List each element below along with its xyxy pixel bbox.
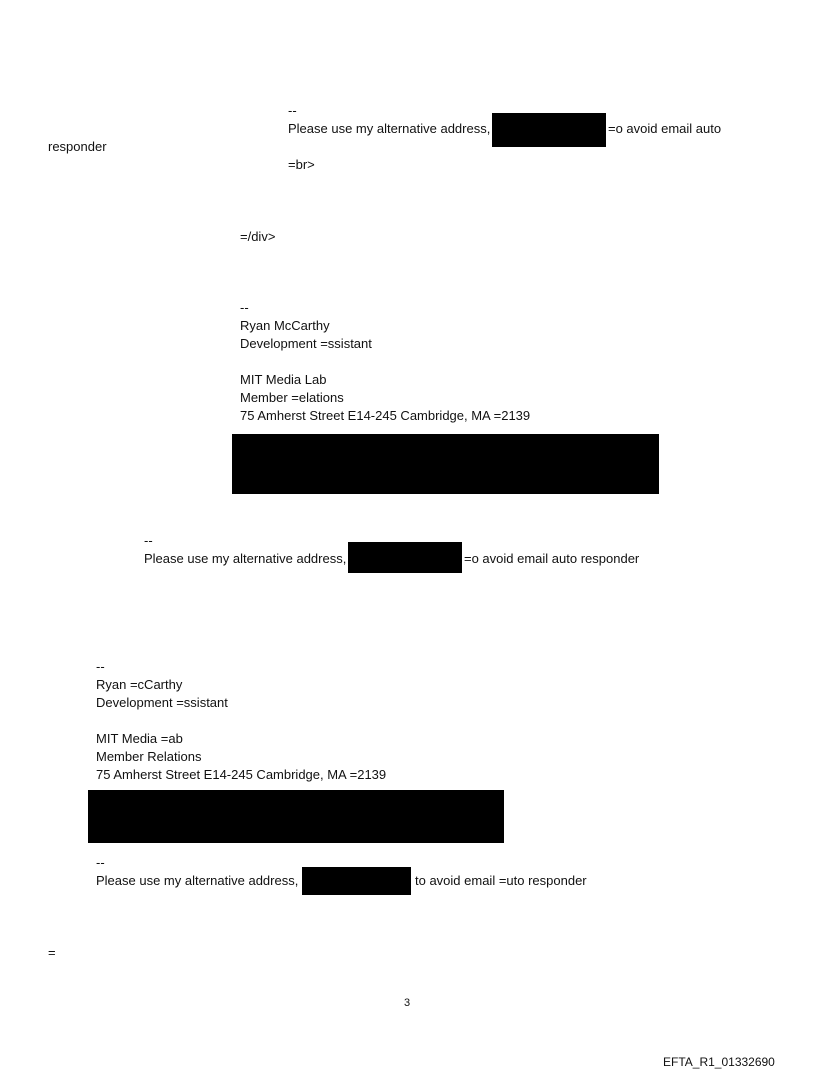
signature-separator: -- <box>96 855 105 870</box>
page-number: 3 <box>404 997 411 1009</box>
redaction-box <box>302 867 411 895</box>
alt-address-text-continued: =o avoid email auto responder <box>464 551 640 566</box>
signature-dept: Member =elations <box>240 390 344 405</box>
redaction-box <box>492 113 606 147</box>
alt-address-text-continued: =o avoid email auto <box>608 121 722 136</box>
signature-separator: -- <box>240 300 249 315</box>
alt-address-text: Please use my alternative address, <box>288 121 491 136</box>
signature-name: Ryan =cCarthy <box>96 677 183 692</box>
redaction-box <box>348 542 462 573</box>
document-id: EFTA_R1_01332690 <box>663 1055 775 1069</box>
signature-separator: -- <box>144 533 153 548</box>
html-artifact: =/div> <box>240 229 276 244</box>
signature-dept: Member Relations <box>96 749 202 764</box>
alt-address-text: Please use my alternative address, <box>96 873 299 888</box>
signature-role: Development =ssistant <box>240 336 372 351</box>
alt-address-text-continued: to avoid email =uto responder <box>415 873 587 888</box>
redaction-box <box>88 790 504 843</box>
signature-separator: -- <box>288 103 297 118</box>
signature-name: Ryan McCarthy <box>240 318 330 333</box>
alt-address-text: Please use my alternative address, <box>144 551 347 566</box>
signature-address: 75 Amherst Street E14-245 Cambridge, MA =2139 <box>240 408 531 423</box>
signature-separator: -- <box>96 659 105 674</box>
signature-org: MIT Media =ab <box>96 731 183 746</box>
wrapped-text: responder <box>48 139 107 154</box>
signature-address: 75 Amherst Street E14-245 Cambridge, MA =2139 <box>96 767 387 782</box>
html-artifact: =br> <box>288 157 315 172</box>
signature-org: MIT Media Lab <box>240 372 327 387</box>
redaction-box <box>232 434 659 494</box>
signature-role: Development =ssistant <box>96 695 228 710</box>
html-artifact: = <box>48 945 56 960</box>
